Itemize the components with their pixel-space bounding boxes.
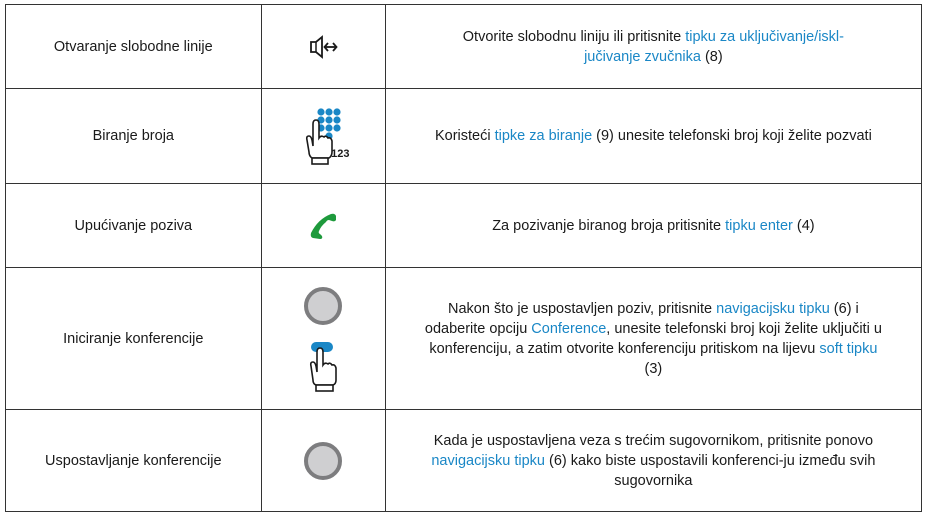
link-dial-keys[interactable]: tipke za biranje bbox=[494, 128, 593, 144]
desc-text: Za pozivanje biranog broja pritisnite bbox=[492, 217, 726, 234]
link-speaker-key-cont[interactable]: jučivanje zvučnika bbox=[584, 48, 701, 65]
action-cell bbox=[6, 268, 262, 410]
table-row bbox=[6, 410, 922, 512]
table-row bbox=[6, 268, 922, 410]
description-cell bbox=[385, 184, 921, 268]
action-cell bbox=[6, 184, 262, 268]
desc-text: (4) bbox=[792, 217, 815, 234]
icon-cell bbox=[261, 89, 385, 184]
description-cell bbox=[385, 89, 921, 184]
icon-cell bbox=[261, 184, 385, 268]
description-cell bbox=[385, 268, 921, 410]
action-label: Biranje broja bbox=[92, 128, 174, 144]
action-cell bbox=[6, 89, 262, 184]
link-conference[interactable]: Conference bbox=[531, 320, 607, 337]
navigation-key-icon bbox=[303, 441, 343, 481]
speaker-icon bbox=[308, 33, 338, 61]
desc-text: , unesite telefonski broj koji želite uključiti u konferenciju, a zatim otvorite konferenciju pritiskom na lijevu bbox=[429, 320, 882, 357]
desc-text: (3) bbox=[644, 360, 663, 377]
action-cell bbox=[6, 5, 262, 89]
table-row bbox=[6, 89, 922, 184]
action-label: Iniciranje konferencije bbox=[63, 330, 204, 347]
link-enter-key[interactable]: tipku enter bbox=[725, 217, 793, 234]
link-navigation-key[interactable]: navigacijsku tipku bbox=[431, 452, 545, 469]
icon-cell bbox=[261, 5, 385, 89]
desc-text: (9) unesite telefonski broj koji želite pozvati bbox=[592, 128, 872, 144]
action-label: Upućivanje poziva bbox=[74, 217, 193, 234]
table-row bbox=[6, 184, 922, 268]
navigation-key-icon bbox=[303, 286, 343, 326]
instructions-table bbox=[5, 4, 922, 512]
icon-cell bbox=[261, 410, 385, 512]
keypad-hand-icon bbox=[295, 106, 351, 166]
keypad-label: 123 bbox=[331, 148, 350, 160]
table-row bbox=[6, 5, 922, 89]
action-label: Uspostavljanje konferencije bbox=[45, 452, 222, 469]
desc-text: (6) kako biste uspostavili konferenci-ju između svih sugovornika bbox=[545, 452, 876, 489]
link-navigation-key[interactable]: navigacijsku tipku bbox=[716, 300, 830, 317]
description-cell bbox=[385, 5, 921, 89]
phone-handset-icon bbox=[308, 211, 338, 241]
desc-text: (6) i odaberite opciju bbox=[424, 300, 859, 337]
link-soft-key[interactable]: soft tipku bbox=[819, 340, 878, 357]
action-cell bbox=[6, 410, 262, 512]
desc-text: Otvorite slobodnu liniju ili pritisnite bbox=[462, 28, 686, 45]
description-cell bbox=[385, 410, 921, 512]
desc-text: (8) bbox=[700, 48, 723, 65]
soft-key-hand-icon bbox=[303, 340, 343, 392]
link-speaker-key[interactable]: tipku za uključivanje/iskl- bbox=[685, 28, 844, 45]
action-label: Otvaranje slobodne linije bbox=[53, 38, 213, 55]
desc-text: Kada je uspostavljena veza s trećim sugovornikom, pritisnite ponovo bbox=[433, 432, 874, 449]
icon-cell bbox=[261, 268, 385, 410]
desc-text: Koristeći bbox=[434, 128, 495, 144]
desc-text: Nakon što je uspostavljen poziv, pritisnite bbox=[448, 300, 717, 317]
